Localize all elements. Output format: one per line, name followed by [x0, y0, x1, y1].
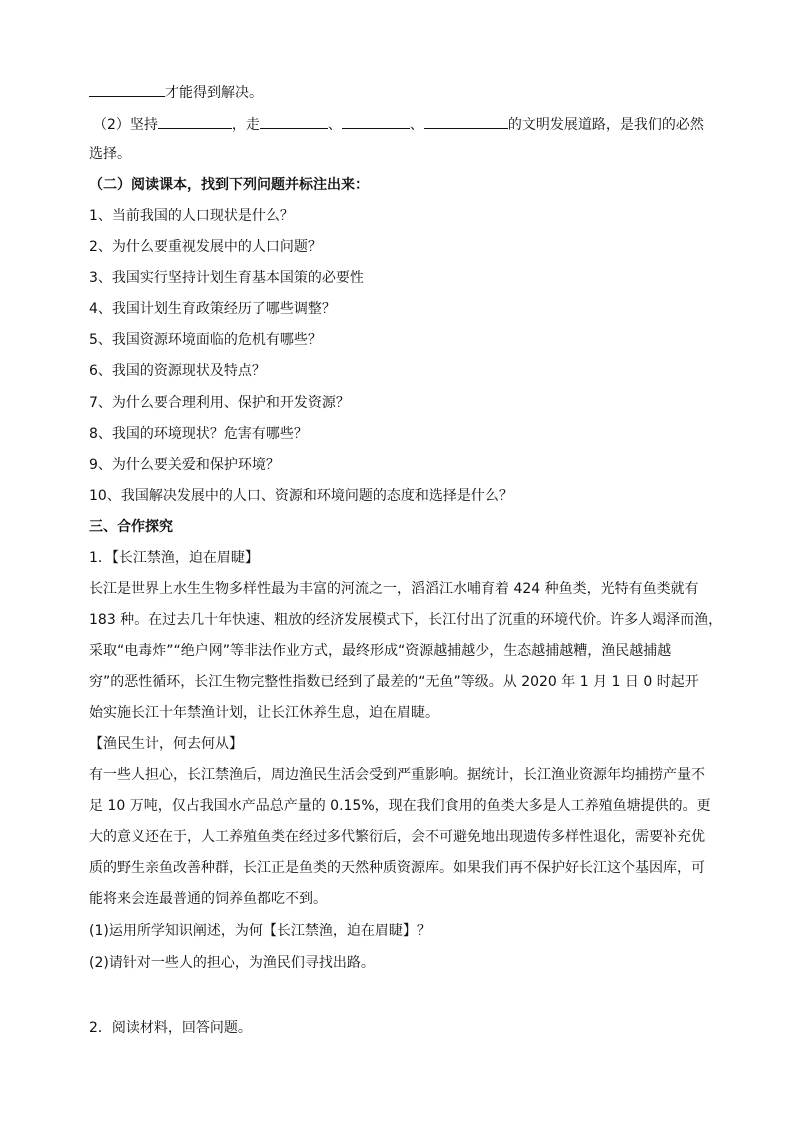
paragraph-line: 长江是世界上水生生物多样性最为丰富的河流之一，滔滔江水哺育着 424 种鱼类，光特有鱼类就有 — [89, 581, 699, 597]
section-heading-reading: （二）阅读课本，找到下列问题并标注出来： — [89, 177, 369, 193]
fill-in-line-1 — [89, 81, 709, 103]
question-item: 5、我国资源环境面临的危机有哪些？ — [89, 332, 322, 348]
sentence-text: 才能得到解决。 — [165, 85, 263, 101]
separator-text: 、 — [327, 117, 342, 133]
answer-blank[interactable] — [89, 81, 165, 97]
question-item: 8、我国的环境现状？危害有哪些？ — [89, 426, 308, 442]
question-item: 1、当前我国的人口现状是什么？ — [89, 208, 294, 224]
sentence-text: 的文明发展道路，是我们的必然 — [507, 117, 704, 133]
sub-question: (1)运用所学知识阐述，为何【长江禁渔，迫在眉睫】？ — [89, 923, 431, 939]
sub-question: (2)请针对一些人的担心，为渔民们寻找出路。 — [89, 955, 375, 971]
fill-in-line-2-cont: 选择。 — [89, 146, 131, 162]
paragraph-line: 足 10 万吨，仅占我国水产品总产量的 0.15%，现在我们食用的鱼类大多是人工养殖鱼塘提供的。更 — [89, 798, 711, 814]
paragraph-line: 穷”的恶性循环，长江生物完整性指数已经到了最差的“无鱼”等级。从 2020 年 1 月 1 日 0 时起开 — [89, 674, 699, 690]
question-item: 2、为什么要重视发展中的人口问题？ — [89, 239, 322, 255]
fill-in-line-2 — [93, 113, 713, 135]
sentence-text: ，走 — [231, 117, 260, 133]
answer-blank[interactable] — [260, 113, 328, 129]
question-item: 4、我国计划生育政策经历了哪些调整？ — [89, 301, 336, 317]
paragraph-line: 大的意义还在于，人工养殖鱼类在经过多代繁衍后，会不可避免地出现遗传多样性退化，需要补充优 — [89, 829, 705, 845]
question-item: 3、我国实行坚持计划生育基本国策的必要性 — [89, 270, 364, 286]
question-item: 9、为什么要关爱和保护环境？ — [89, 457, 280, 473]
answer-blank[interactable] — [342, 113, 410, 129]
sub-heading: 【渔民生计，何去何从】 — [89, 736, 243, 752]
paragraph-line: 183 种。在过去几十年快速、粗放的经济发展模式下，长江付出了沉重的环境代价。许多人竭泽而渔， — [89, 612, 723, 628]
paragraph-line: 能将来会连最普通的饲养鱼都吃不到。 — [89, 891, 327, 907]
paragraph-line: 质的野生亲鱼改善种群，长江正是鱼类的天然种质资源库。如果我们再不保护好长江这个基因库，可 — [89, 860, 705, 876]
paragraph-line: 采取“电毒炸”“绝户网”等非法作业方式，最终形成“资源越捕越少，生态越捕越糟，渔民越捕越 — [89, 643, 672, 659]
question-item: 10、我国解决发展中的人口、资源和环境问题的态度和选择是什么？ — [89, 488, 513, 504]
question-item: 6、我国的资源现状及特点？ — [89, 363, 266, 379]
answer-blank[interactable] — [158, 113, 232, 129]
section-heading-cooperation: 三、合作探究 — [89, 519, 173, 535]
paragraph-line: 有一些人担心，长江禁渔后，周边渔民生活会受到严重影响。据统计，长江渔业资源年均捕捞产量不 — [89, 767, 705, 783]
sentence-text: （2）坚持 — [93, 117, 158, 133]
question-item: 7、为什么要合理利用、保护和开发资源？ — [89, 395, 350, 411]
separator-text: 、 — [409, 117, 424, 133]
item-heading: 2．阅读材料，回答问题。 — [89, 1020, 252, 1036]
answer-blank[interactable] — [424, 113, 508, 129]
paragraph-line: 始实施长江十年禁渔计划，让长江休养生息，迫在眉睫。 — [89, 705, 439, 721]
item-heading: 1．【长江禁渔，迫在眉睫】 — [89, 550, 259, 566]
